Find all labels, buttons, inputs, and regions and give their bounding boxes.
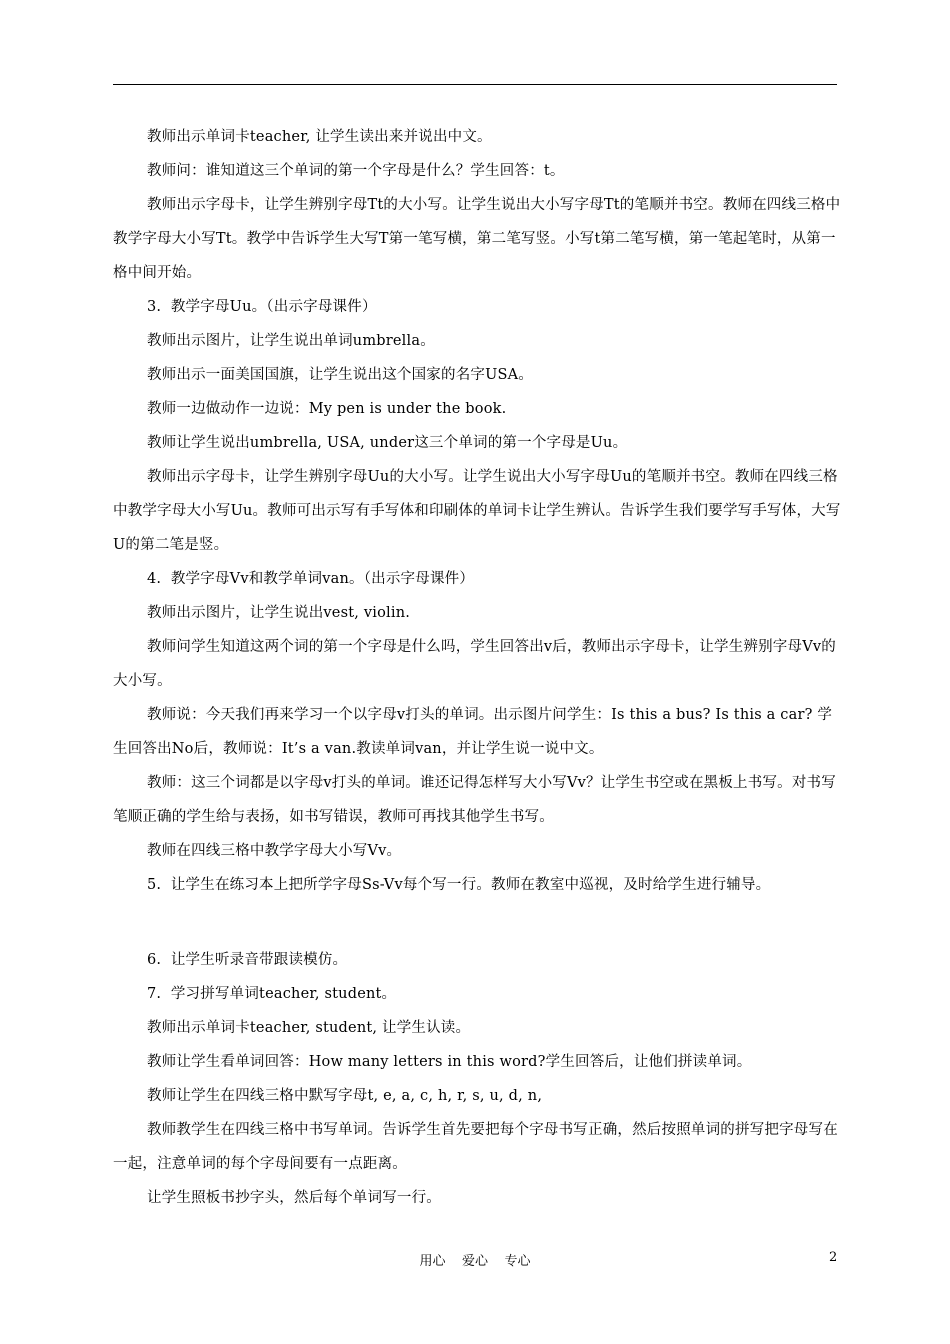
paragraph: 教师出示单词卡teacher, 让学生读出来并说出中文。 bbox=[147, 129, 492, 145]
paragraph: 教师在四线三格中教学字母大小写Vv。 bbox=[147, 843, 402, 859]
paragraph: 教师问：谁知道这三个单词的第一个字母是什么？学生回答：t。 bbox=[147, 163, 565, 179]
paragraph: 教师：这三个词都是以字母v打头的单词。谁还记得怎样写大小写Vv？让学生书空或在黑板上书写。对书写笔顺正确的学生给与表扬，如书写错误，教师可再找其他学生书写。 bbox=[113, 775, 836, 825]
paragraph: 教师说：今天我们再来学习一个以字母v打头的单词。出示图片问学生：Is this a bus? Is this a car? 学生回答出No后，教师说：It’s a van.教读单词van，并让学生说一说中文。 bbox=[113, 707, 833, 757]
paragraph: 教师出示字母卡，让学生辨别字母Uu的大小写。让学生说出大小写字母Uu的笔顺并书空。教师在四线三格中教学字母大小写Uu。教师可出示写有手写体和印刷体的单词卡让学生辨认。告诉学生我们要学写手写体，大写U的第二笔是竖。 bbox=[113, 469, 841, 553]
page-number: 2 bbox=[829, 1250, 838, 1265]
paragraph: 教师让学生在四线三格中默写字母t, e, a, c, h, r, s, u, d, n, bbox=[147, 1088, 543, 1104]
section-heading: 5. 让学生在练习本上把所学字母Ss-Vv每个写一行。教师在教室中巡视，及时给学生进行辅导。 bbox=[147, 877, 771, 893]
header-rule bbox=[113, 84, 837, 85]
paragraph: 教师出示一面美国国旗，让学生说出这个国家的名字USA。 bbox=[147, 367, 534, 383]
document-body bbox=[113, 120, 843, 1215]
section-heading: 6. 让学生听录音带跟读模仿。 bbox=[147, 952, 348, 968]
paragraph: 教师让学生看单词回答：How many letters in this word?学生回答后，让他们拼读单词。 bbox=[147, 1054, 752, 1070]
section-heading: 3. 教学字母Uu。（出示字母课件） bbox=[147, 299, 377, 315]
paragraph: 教师出示单词卡teacher, student, 让学生认读。 bbox=[147, 1020, 471, 1036]
paragraph: 教师一边做动作一边说：My pen is under the book. bbox=[147, 401, 507, 417]
paragraph-gap bbox=[113, 902, 843, 943]
paragraph: 教师让学生说出umbrella, USA, under这三个单词的第一个字母是Uu。 bbox=[147, 435, 628, 451]
footer-motto: 用心 爱心 专心 bbox=[419, 1254, 531, 1269]
paragraph: 教师问学生知道这两个词的第一个字母是什么吗，学生回答出v后，教师出示字母卡，让学生辨别字母Vv的大小写。 bbox=[113, 639, 836, 689]
paragraph: 教师教学生在四线三格中书写单词。告诉学生首先要把每个字母书写正确，然后按照单词的拼写把字母写在一起，注意单词的每个字母间要有一点距离。 bbox=[113, 1122, 838, 1172]
section-heading: 4. 教学字母Vv和教学单词van。（出示字母课件） bbox=[147, 571, 475, 587]
section-heading: 7. 学习拼写单词teacher, student。 bbox=[147, 986, 397, 1002]
paragraph: 教师出示字母卡，让学生辨别字母Tt的大小写。让学生说出大小写字母Tt的笔顺并书空。教师在四线三格中教学字母大小写Tt。教学中告诉学生大写T第一笔写横，第二笔写竖。小写t第二笔写横，第一笔起笔时，从第一格中间开始。 bbox=[113, 197, 841, 281]
paragraph: 让学生照板书抄字头，然后每个单词写一行。 bbox=[147, 1190, 441, 1206]
paragraph: 教师出示图片，让学生说出单词umbrella。 bbox=[147, 333, 435, 349]
paragraph: 教师出示图片，让学生说出vest, violin. bbox=[147, 605, 411, 621]
